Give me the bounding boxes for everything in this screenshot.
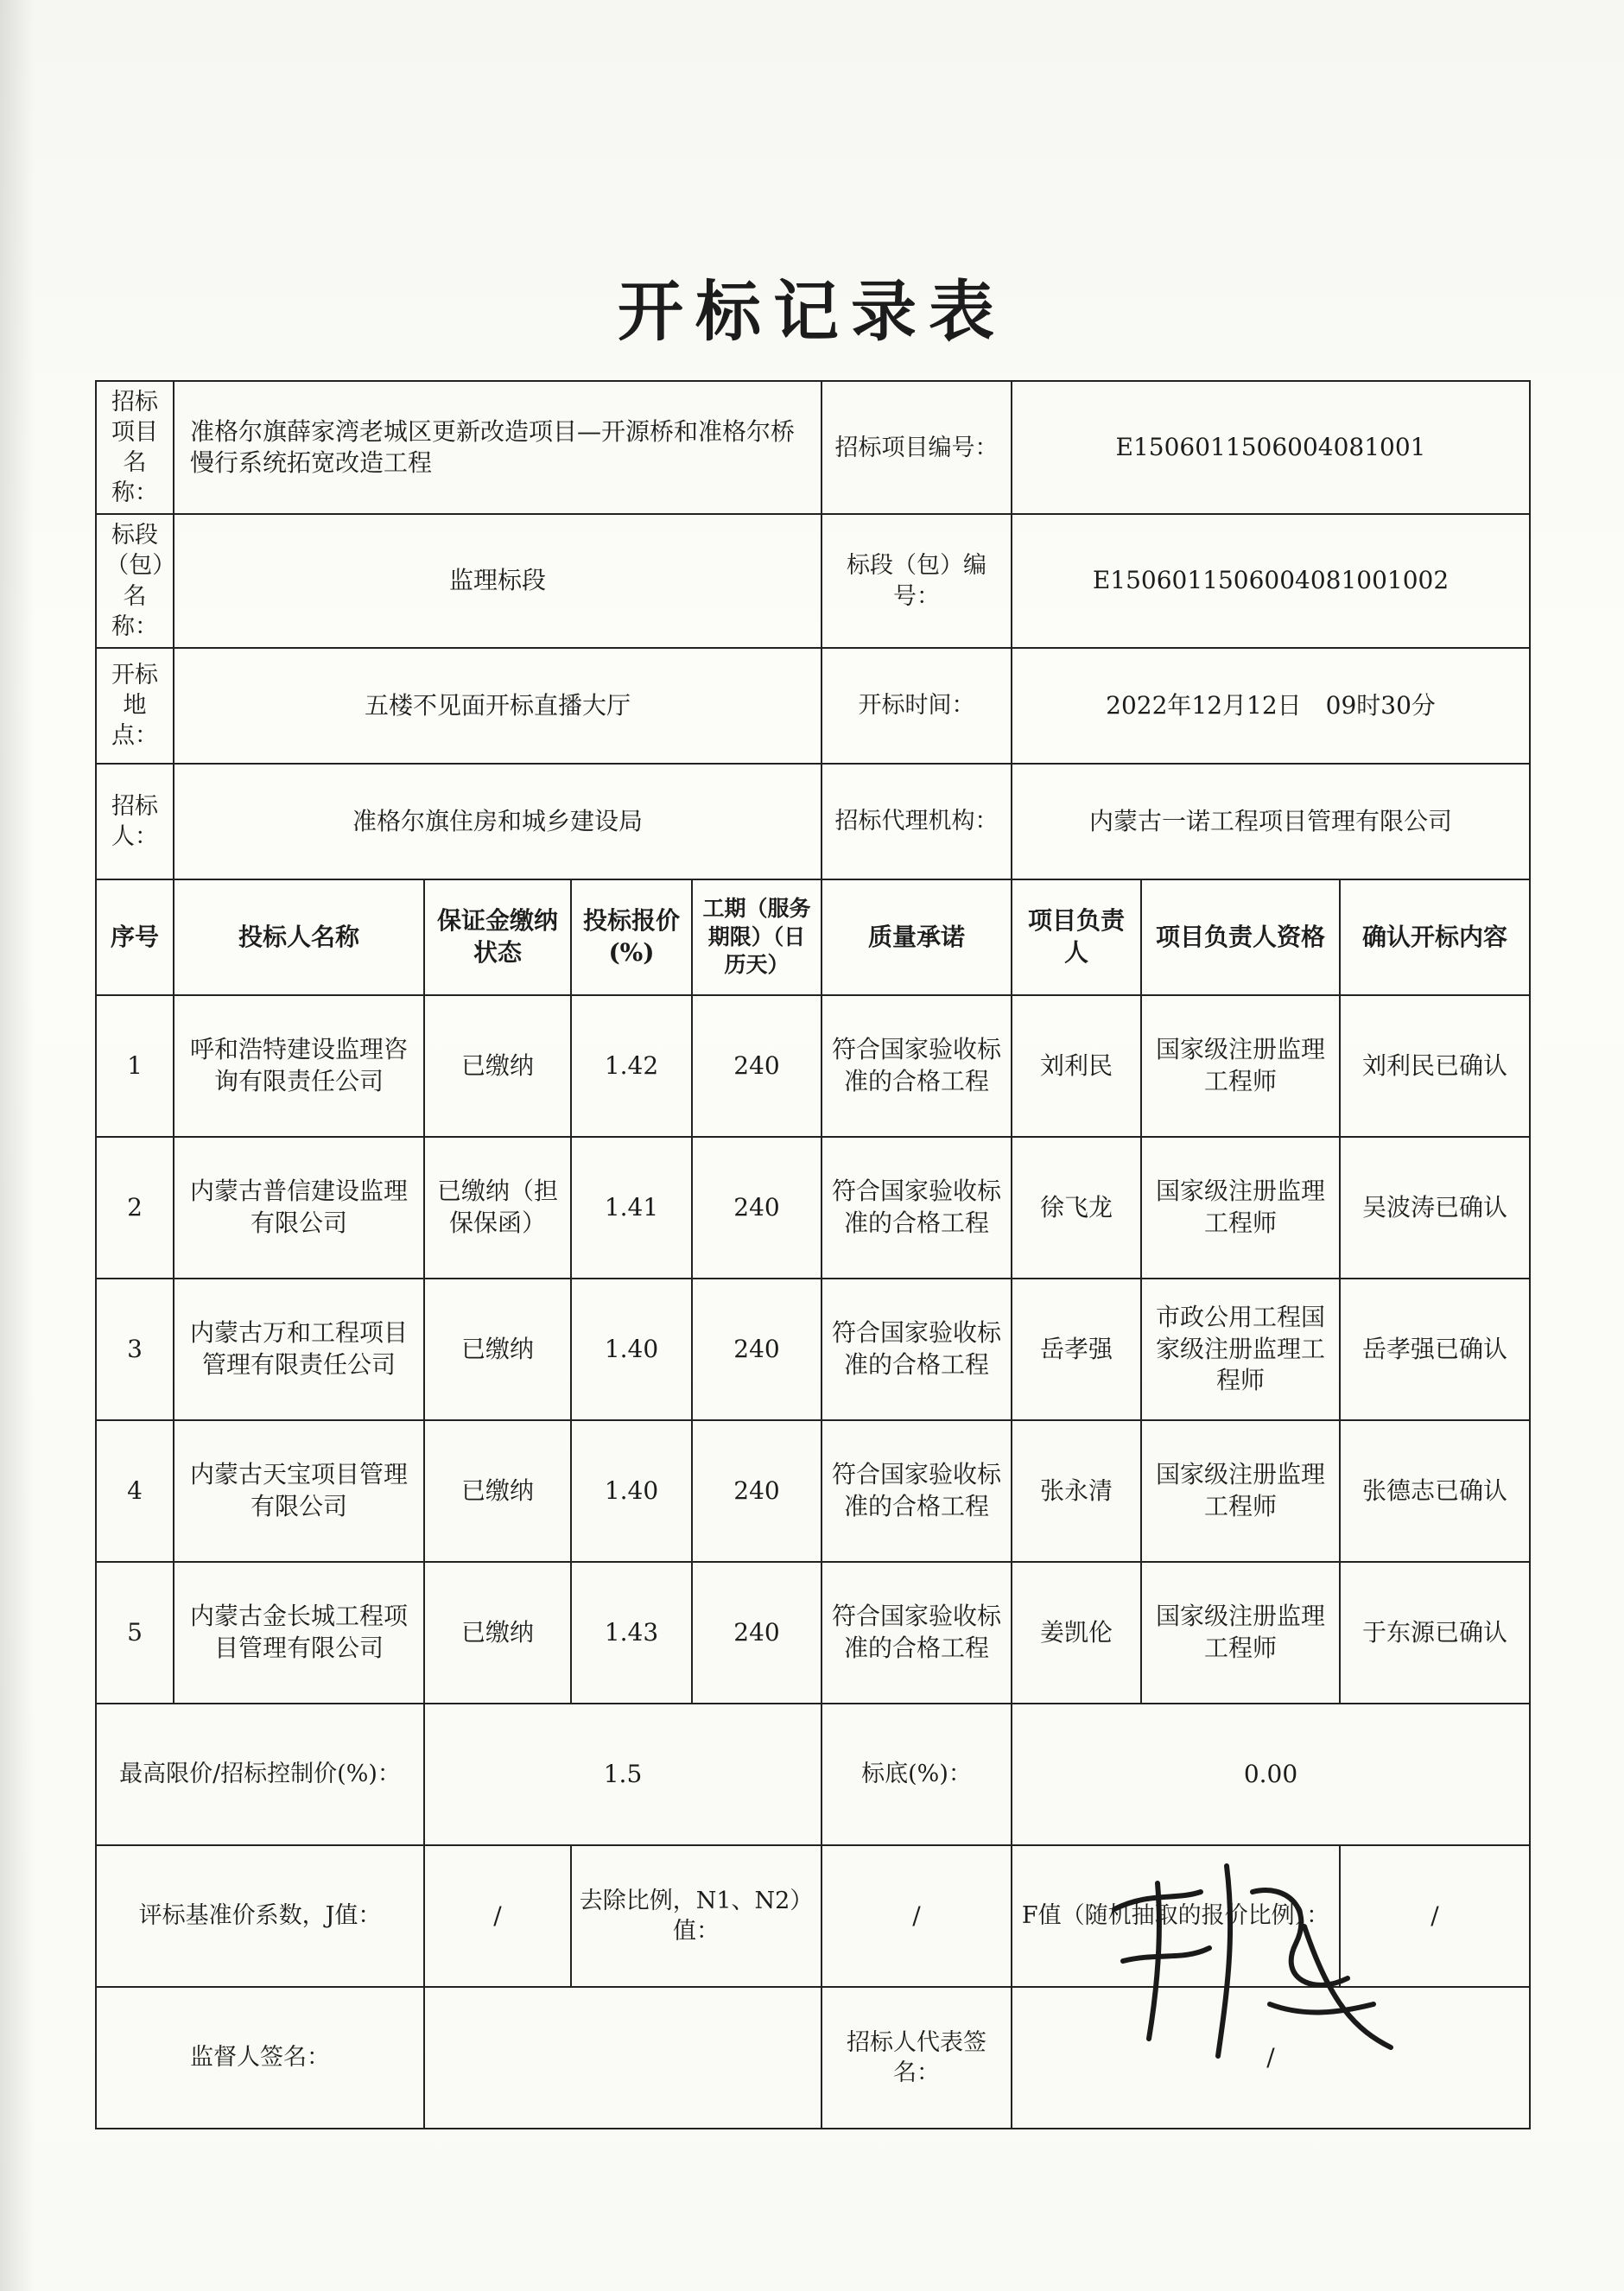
project-name: 准格尔旗薛家湾老城区更新改造项目—开源桥和准格尔桥慢行系统拓宽改造工程: [174, 381, 822, 514]
bidder-no: 1: [96, 995, 174, 1137]
bidder-deposit: 已缴纳: [424, 1420, 571, 1562]
eval-label: 评标基准价系数，J值：: [96, 1845, 424, 1987]
bidder-confirm: 于东源已确认: [1340, 1562, 1530, 1704]
max-price-value: 1.5: [424, 1704, 822, 1845]
bidder-confirm: 吴波涛已确认: [1340, 1137, 1530, 1279]
bidder-period: 240: [692, 995, 822, 1137]
bidder-quality: 符合国家验收标准的合格工程: [822, 995, 1012, 1137]
bidder-qualification: 市政公用工程国家级注册监理工程师: [1141, 1279, 1340, 1420]
bidder-quality: 符合国家验收标准的合格工程: [822, 1562, 1012, 1704]
bidder-confirm: 张德志已确认: [1340, 1420, 1530, 1562]
col-confirm: 确认开标内容: [1340, 879, 1530, 995]
bidder-manager: 岳孝强: [1012, 1279, 1141, 1420]
section-name-label: 标段（包）名称：: [96, 514, 174, 647]
bidder-name: 内蒙古万和工程项目管理有限责任公司: [174, 1279, 424, 1420]
table-row: [96, 1137, 1530, 1279]
bidder-manager: 张永清: [1012, 1420, 1141, 1562]
document-title: 开标记录表: [618, 273, 1006, 350]
bidder-qualification: 国家级注册监理工程师: [1141, 1420, 1340, 1562]
bidder-confirm: 岳孝强已确认: [1340, 1279, 1530, 1420]
bidder-deposit: 已缴纳: [424, 1562, 571, 1704]
table-row: [96, 1562, 1530, 1704]
handwritten-signature: [1097, 1831, 1408, 2091]
supervisor-label: 监督人签名：: [96, 1987, 424, 2129]
representative-signature-cell: /: [1012, 1987, 1530, 2129]
bidder-no: 2: [96, 1137, 174, 1279]
col-price: 投标报价(%): [571, 879, 692, 995]
col-bidder: 投标人名称: [174, 879, 424, 995]
column-header-row: [96, 879, 1530, 995]
bidder-price: 1.40: [571, 1420, 692, 1562]
table-row: [96, 1279, 1530, 1420]
table-row: [96, 995, 1530, 1137]
section-name: 监理标段: [174, 514, 822, 647]
agency-label: 招标代理机构：: [822, 764, 1012, 879]
ratio-value: /: [822, 1845, 1012, 1987]
header-row-location: [96, 648, 1530, 764]
bidder-quality: 符合国家验收标准的合格工程: [822, 1279, 1012, 1420]
f-value-label: F值（随机抽取的报价比例）：: [1012, 1845, 1340, 1987]
bidder-name: 呼和浩特建设监理咨询有限责任公司: [174, 995, 424, 1137]
bidder-quality: 符合国家验收标准的合格工程: [822, 1137, 1012, 1279]
bidder-no: 3: [96, 1279, 174, 1420]
bidder-manager: 徐飞龙: [1012, 1137, 1141, 1279]
bidder-price: 1.41: [571, 1137, 692, 1279]
header-row-section: [96, 514, 1530, 647]
header-row-project: [96, 381, 1530, 514]
base-label: 标底(%)：: [822, 1704, 1012, 1845]
col-manager: 项目负责人: [1012, 879, 1141, 995]
bidder-period: 240: [692, 1279, 822, 1420]
agency: 内蒙古一诺工程项目管理有限公司: [1012, 764, 1530, 879]
open-time: 2022年12月12日 09时30分: [1012, 648, 1530, 764]
location-label: 开标地点：: [96, 648, 174, 764]
bidder-qualification: 国家级注册监理工程师: [1141, 995, 1340, 1137]
base-value: 0.00: [1012, 1704, 1530, 1845]
bidder-name: 内蒙古天宝项目管理有限公司: [174, 1420, 424, 1562]
bidder-no: 4: [96, 1420, 174, 1562]
bidder-period: 240: [692, 1137, 822, 1279]
bidder-name: 内蒙古金长城工程项目管理有限公司: [174, 1562, 424, 1704]
bidder-period: 240: [692, 1562, 822, 1704]
bidder-deposit: 已缴纳: [424, 995, 571, 1137]
header-row-tenderer: [96, 764, 1530, 879]
representative-label: 招标人代表签名：: [822, 1987, 1012, 2129]
max-price-label: 最高限价/招标控制价(%)：: [96, 1704, 424, 1845]
location: 五楼不见面开标直播大厅: [174, 648, 822, 764]
bidder-deposit: 已缴纳: [424, 1279, 571, 1420]
section-no: E1506011506004081001002: [1012, 514, 1530, 647]
bidder-confirm: 刘利民已确认: [1340, 995, 1530, 1137]
tenderer-label: 招标人：: [96, 764, 174, 879]
bidder-qualification: 国家级注册监理工程师: [1141, 1562, 1340, 1704]
bidder-price: 1.40: [571, 1279, 692, 1420]
project-no-label: 招标项目编号：: [822, 381, 1012, 514]
bidder-price: 1.43: [571, 1562, 692, 1704]
bidder-manager: 姜凯伦: [1012, 1562, 1141, 1704]
ratio-label: 去除比例，N1、N2）值：: [571, 1845, 822, 1987]
tenderer: 准格尔旗住房和城乡建设局: [174, 764, 822, 879]
bidder-no: 5: [96, 1562, 174, 1704]
supervisor-signature-cell: [424, 1987, 822, 2129]
project-name-label: 招标项目名称：: [96, 381, 174, 514]
col-no: 序号: [96, 879, 174, 995]
bidder-price: 1.42: [571, 995, 692, 1137]
footer-row-price: [96, 1704, 1530, 1845]
section-no-label: 标段（包）编号：: [822, 514, 1012, 647]
col-period: 工期（服务期限）（日历天）: [692, 879, 822, 995]
bidder-period: 240: [692, 1420, 822, 1562]
f-value: /: [1340, 1845, 1530, 1987]
col-quality: 质量承诺: [822, 879, 1012, 995]
bidder-manager: 刘利民: [1012, 995, 1141, 1137]
project-no: E1506011506004081001: [1012, 381, 1530, 514]
bidder-deposit: 已缴纳（担保保函）: [424, 1137, 571, 1279]
table-row: [96, 1420, 1530, 1562]
time-label: 开标时间：: [822, 648, 1012, 764]
bidder-qualification: 国家级注册监理工程师: [1141, 1137, 1340, 1279]
bidder-quality: 符合国家验收标准的合格工程: [822, 1420, 1012, 1562]
eval-value: /: [424, 1845, 571, 1987]
signature-strokes: [1097, 1831, 1408, 2091]
bidder-name: 内蒙古普信建设监理有限公司: [174, 1137, 424, 1279]
col-qualification: 项目负责人资格: [1141, 879, 1340, 995]
col-deposit: 保证金缴纳状态: [424, 879, 571, 995]
